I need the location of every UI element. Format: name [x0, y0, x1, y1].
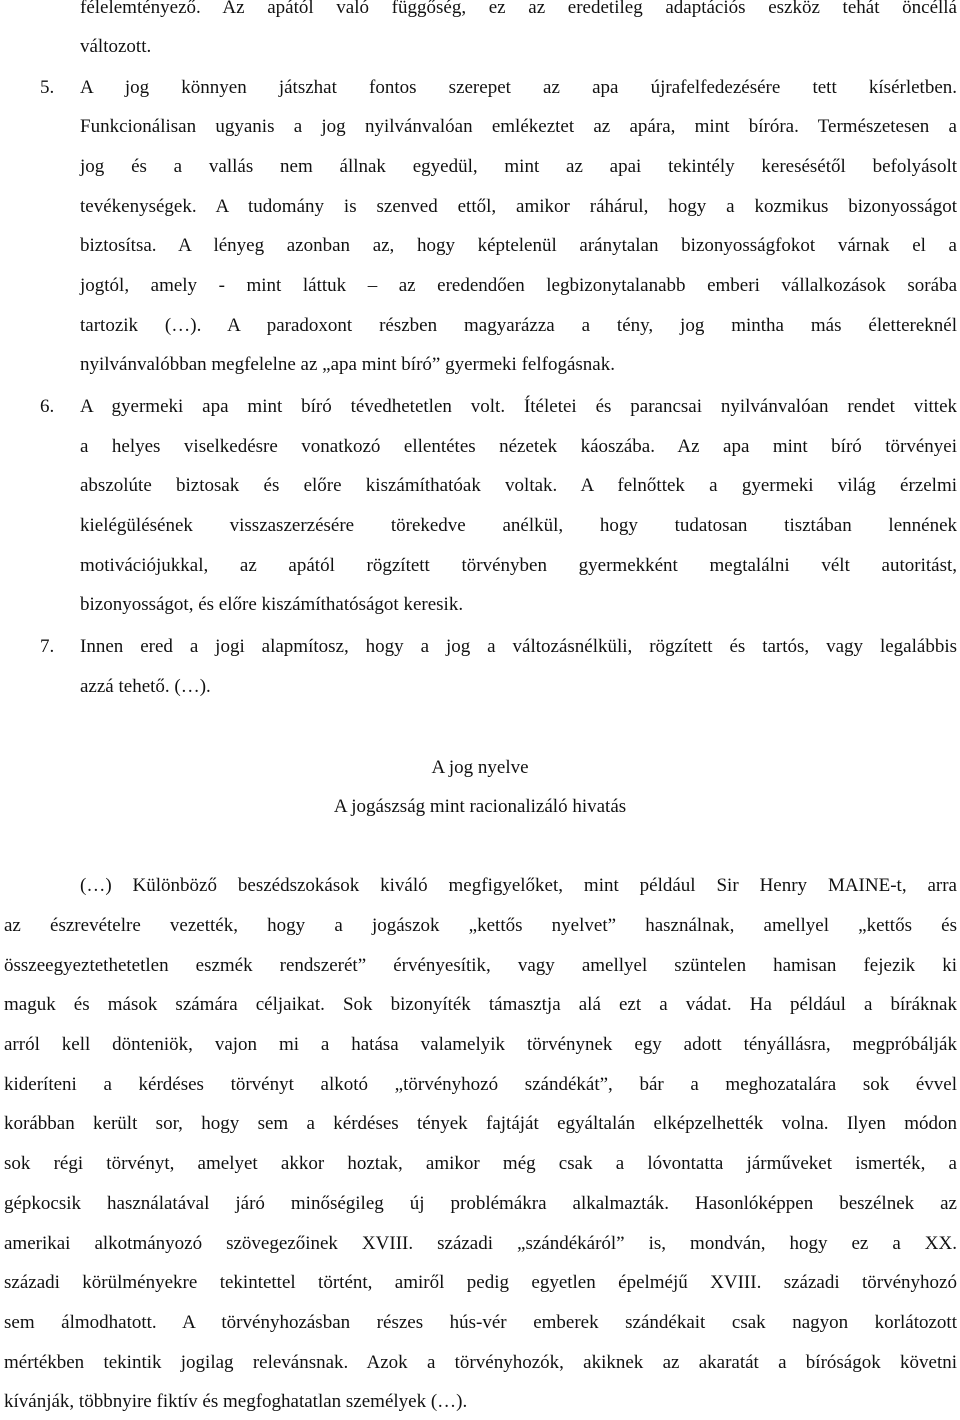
text-line: kívánják, többnyire fiktív és megfoghatatlan személyek (…).	[4, 1391, 468, 1412]
text-line: gépkocsik használatával járó minőségileg új problémákra alkalmazták. Hasonlóképpen beszélnek az	[4, 1193, 957, 1214]
text-line: századi körülményekre tekintettel történt, amiről pedig egyetlen épelméjű XVIII. századi törvényhozó	[4, 1272, 957, 1293]
text-line: azzá tehető. (…).	[80, 676, 211, 697]
text-line: Innen ered a jogi alapmítosz, hogy a jog a változásnélküli, rögzített és tartós, vagy legalábbis	[80, 636, 957, 657]
text-line: változott.	[80, 36, 152, 57]
text-line: félelemtényező. Az apától való függőség, ez az eredetileg adaptációs eszköz tehát öncéllá	[80, 0, 957, 18]
text-line: kielégülésének visszaszerzésére törekedve anélkül, hogy tudatosan tisztában lennének	[80, 515, 957, 536]
text-line: mértékben tekintik jogilag relevánsnak. Azok a törvényhozók, akiknek az akaratát a bíróságok követni	[4, 1352, 957, 1373]
text-line: biztosítsa. A lényeg azonban az, hogy képtelenül aránytalan bizonyosságfokot várnak el a	[80, 235, 957, 256]
text-line: korábban került sor, hogy sem a kérdéses tények fajtáját egyáltalán elképzelhették volna. Ilyen módon	[4, 1113, 957, 1134]
text-line: sem álmodhatott. A törvényhozásban részes hús-vér emberek szándékait csak nagyon korlátozott	[4, 1312, 957, 1333]
text-line: Funkcionálisan ugyanis a jog nyilvánvalóan emlékeztet az apára, mint bíróra. Természetesen a	[80, 116, 957, 137]
section-subtitle: A jogászság mint racionalizáló hivatás	[333, 796, 627, 817]
text-line: A jog könnyen játszhat fontos szerepet az apa újrafelfedezésére tett kísérletben.	[80, 77, 957, 98]
text-line: (…) Különböző beszédszokások kiváló megfigyelőket, mint például Sir Henry MAINE-t, arra	[80, 875, 957, 896]
text-line: A gyermeki apa mint bíró tévedhetetlen volt. Ítéletei és parancsai nyilvánvalóan rendet vittek	[80, 396, 957, 417]
text-line: a helyes viselkedésre vonatkozó ellentétes nézetek káoszába. Az apa mint bíró törvényei	[80, 436, 957, 457]
text-line: nyilvánvalóbban megfelelne az „apa mint bíró” gyermeki felfogásnak.	[80, 354, 615, 375]
text-line: amerikai alkotmányozó szövegezőinek XVIII. századi „szándékáról” is, mondván, hogy ez a XX.	[4, 1233, 957, 1254]
text-line: jog és a vallás nem állnak egyedül, mint az apai tekintély keresésétől befolyásolt	[80, 156, 957, 177]
text-line: maguk és mások számára céljaikat. Sok bizonyíték támasztja alá ezt a vádat. Ha például a bíráknak	[4, 994, 957, 1015]
list-number: 5.	[40, 77, 55, 98]
section-title: A jog nyelve	[431, 757, 529, 778]
text-line: tevékenységek. A tudomány is szenved ettől, amikor ráhárul, hogy a kozmikus bizonyosságot	[80, 196, 957, 217]
list-number: 6.	[40, 396, 55, 417]
text-line: jogtól, amely - mint láttuk – az eredendően legbizonytalanabb emberi vállalkozások sorába	[80, 275, 957, 296]
text-line: kideríteni a kérdéses törvényt alkotó „törvényhozó szándékát”, bár a meghozatalára sok évvel	[4, 1074, 957, 1095]
text-line: sok régi törvényt, amelyet akkor hoztak, amikor még csak a lóvontatta járműveket ismerték, a	[4, 1153, 957, 1174]
text-line: az észrevételre vezették, hogy a jogászok „kettős nyelvet” használnak, amellyel „kettős és	[4, 915, 957, 936]
text-line: abszolúte biztosak és előre kiszámíthatóak voltak. A felnőttek a gyermeki világ érzelmi	[80, 475, 957, 496]
text-line: arról kell dönteniök, vajon mi a hatása valamelyik törvénynek egy adott tényállásra, megpróbálják	[4, 1034, 957, 1055]
text-line: összeegyeztethetetlen eszmék rendszerét” érvényesítik, vagy amellyel szüntelen hamisan fejezik ki	[4, 955, 957, 976]
list-number: 7.	[40, 636, 55, 657]
text-line: tartozik (…). A paradoxont részben magyarázza a tény, jog mintha más élettereknél	[80, 315, 957, 336]
text-line: bizonyosságot, és előre kiszámíthatóságot keresik.	[80, 594, 464, 615]
text-line: motivációjukkal, az apától rögzített törvényben gyermekként megtalálni vélt autoritást,	[80, 555, 957, 576]
